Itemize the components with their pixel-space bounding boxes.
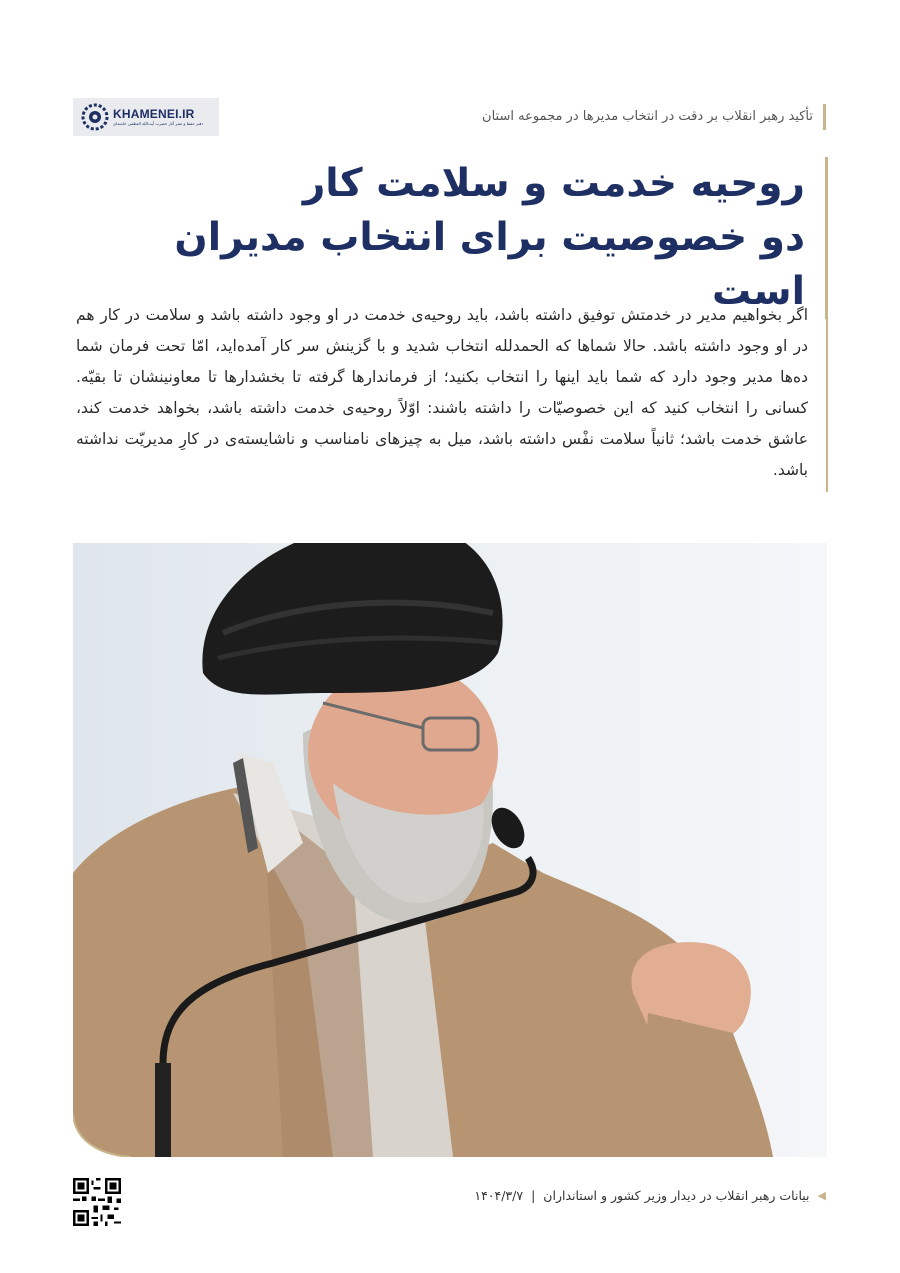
speaker-photo bbox=[73, 543, 827, 1157]
kicker-headline: تأکید رهبر انقلاب بر دقت در انتخاب مدیرها در مجموعه استان bbox=[482, 104, 826, 130]
quote-text: اگر بخواهیم مدیر در خدمتش توفیق داشته باشد، باید روحیه‌ی خدمت در او وجود داشته باشد و سلامت در کار هم در او وجود داشته باشد. حالا شماها که الحمدلله انتخاب شدید و با گزینش سر کار آمده‌اید، امّا تحت فرمان شما ده‌ها مدیر وجود دارد که شما باید اینها را انتخاب بکنید؛ از فرماندارها گرفته تا بخشدارها تا معاونینشان تا بقیّه. کسانی را انتخاب کنید که این خصوصیّات را داشته باشند: اوّلاً روحیه‌ی خدمت داشته باشد، بخواهد خدمت کند، عاشق خدمت باشد؛ ثانیاً سلامت نفْس داشته باشد، میل به چیزهای نامناسب و ناشایسته‌ی در کارِ مدیریّت نداشته باشد. bbox=[76, 306, 808, 479]
title-line-1: روحیه خدمت و سلامت کار bbox=[302, 161, 805, 206]
qr-code bbox=[73, 1178, 121, 1226]
title-block bbox=[138, 157, 828, 319]
title-line-2: دو خصوصیت برای انتخاب مدیران است bbox=[174, 215, 805, 314]
separator: | bbox=[531, 1188, 536, 1203]
logo-subtitle: دفتر حفظ و نشر آثار حضرت آیت‌الله العظمی خامنه‌ای bbox=[113, 120, 204, 126]
quote-block bbox=[76, 300, 828, 492]
source-text: بیانات رهبر انقلاب در دیدار وزیر کشور و استانداران bbox=[543, 1188, 810, 1203]
logo-name: KHAMENEI.IR bbox=[113, 106, 195, 121]
logo-emblem-icon bbox=[81, 103, 109, 131]
corner-ornament bbox=[73, 1110, 133, 1157]
triangle-marker-icon: ◀ bbox=[817, 1189, 826, 1202]
page-title bbox=[138, 157, 805, 319]
footer-source bbox=[474, 1188, 826, 1203]
khamenei-logo bbox=[73, 98, 219, 136]
source-date: ۱۴۰۴/۳/۷ bbox=[474, 1188, 524, 1203]
